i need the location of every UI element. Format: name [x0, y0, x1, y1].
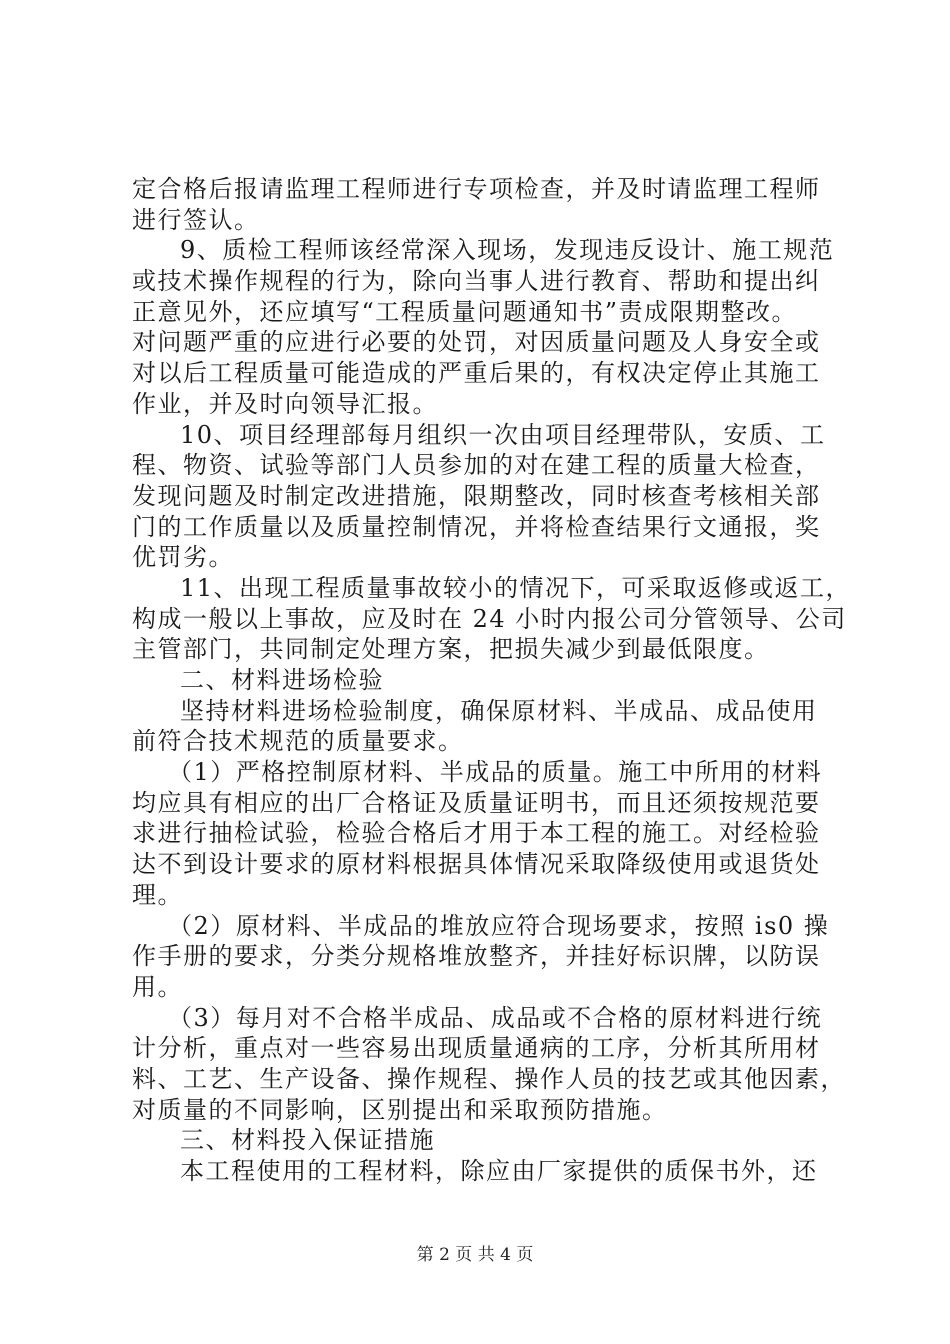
text-line: 作手册的要求，分类分规格堆放整齐，并挂好标识牌，以防误 — [132, 942, 821, 971]
text-line: 构成一般以上事故，应及时在 24 小时内报公司分管领导、公司 — [132, 604, 847, 633]
text-line: 均应具有相应的出厂合格证及质量证明书，而且还须按规范要 — [132, 788, 821, 817]
text-line: 用。 — [132, 972, 183, 1001]
section-heading: 二、材料进场检验 — [180, 666, 384, 694]
text-line: 料、工艺、生产设备、操作规程、操作人员的技艺或其他因素， — [132, 1064, 846, 1093]
text-line: 进行签认。 — [132, 205, 260, 234]
section-heading: 三、材料投入保证措施 — [180, 1126, 435, 1155]
paragraph-line: 11、出现工程质量事故较小的情况下，可采取返修或返工， — [180, 573, 852, 602]
text-line: 或技术操作规程的行为，除向当事人进行教育、帮助和提出纠 — [132, 267, 821, 296]
text-line: 求进行抽检试验，检验合格后才用于本工程的施工。对经检验 — [132, 819, 821, 848]
text-line: 对问题严重的应进行必要的处罚，对因质量问题及人身安全或 — [132, 328, 821, 357]
text-line: 作业，并及时向领导汇报。 — [132, 389, 438, 418]
text-line: 程、物资、试验等部门人员参加的对在建工程的质量大检查， — [132, 451, 821, 480]
paragraph-line: （3）每月对不合格半成品、成品或不合格的原材料进行统 — [168, 1003, 823, 1032]
text-line: 达不到设计要求的原材料根据具体情况采取降级使用或退货处 — [132, 850, 821, 879]
paragraph-line: 9、质检工程师该经常深入现场，发现违反设计、施工规范 — [180, 236, 835, 265]
page-number-label: 第 2 页 共 4 页 — [416, 1245, 534, 1265]
text-line: 优罚劣。 — [132, 543, 234, 572]
paragraph-line: （2）原材料、半成品的堆放应符合现场要求，按照 is0 操 — [168, 911, 830, 940]
text-line: 计分析，重点对一些容易出现质量通病的工序，分析其所用材 — [132, 1034, 821, 1063]
text-line: 主管部门，共同制定处理方案，把损失减少到最低限度。 — [132, 635, 770, 664]
document-body — [132, 174, 852, 1187]
text-line: 对以后工程质量可能造成的严重后果的，有权决定停止其施工 — [132, 359, 821, 388]
page-footer — [0, 1245, 950, 1265]
text-line: 发现问题及时制定改进措施，限期整改，同时核查考核相关部 — [132, 481, 821, 510]
text-line: 门的工作质量以及质量控制情况，并将检查结果行文通报，奖 — [132, 512, 821, 541]
text-line: 理。 — [132, 880, 183, 909]
paragraph-line: 坚持材料进场检验制度，确保原材料、半成品、成品使用 — [180, 696, 818, 725]
paragraph-line: （1）严格控制原材料、半成品的质量。施工中所用的材料 — [168, 758, 823, 787]
text-line: 正意见外，还应填写“工程质量问题通知书”责成限期整改。 — [132, 297, 798, 326]
paragraph-line: 10、项目经理部每月组织一次由项目经理带队，安质、工 — [180, 420, 826, 449]
paragraph-line: 本工程使用的工程材料，除应由厂家提供的质保书外，还 — [180, 1157, 818, 1185]
text-line: 定合格后报请监理工程师进行专项检查，并及时请监理工程师 — [132, 175, 821, 203]
text-line: 前符合技术规范的质量要求。 — [132, 727, 464, 756]
text-line: 对质量的不同影响，区别提出和采取预防措施。 — [132, 1095, 668, 1124]
